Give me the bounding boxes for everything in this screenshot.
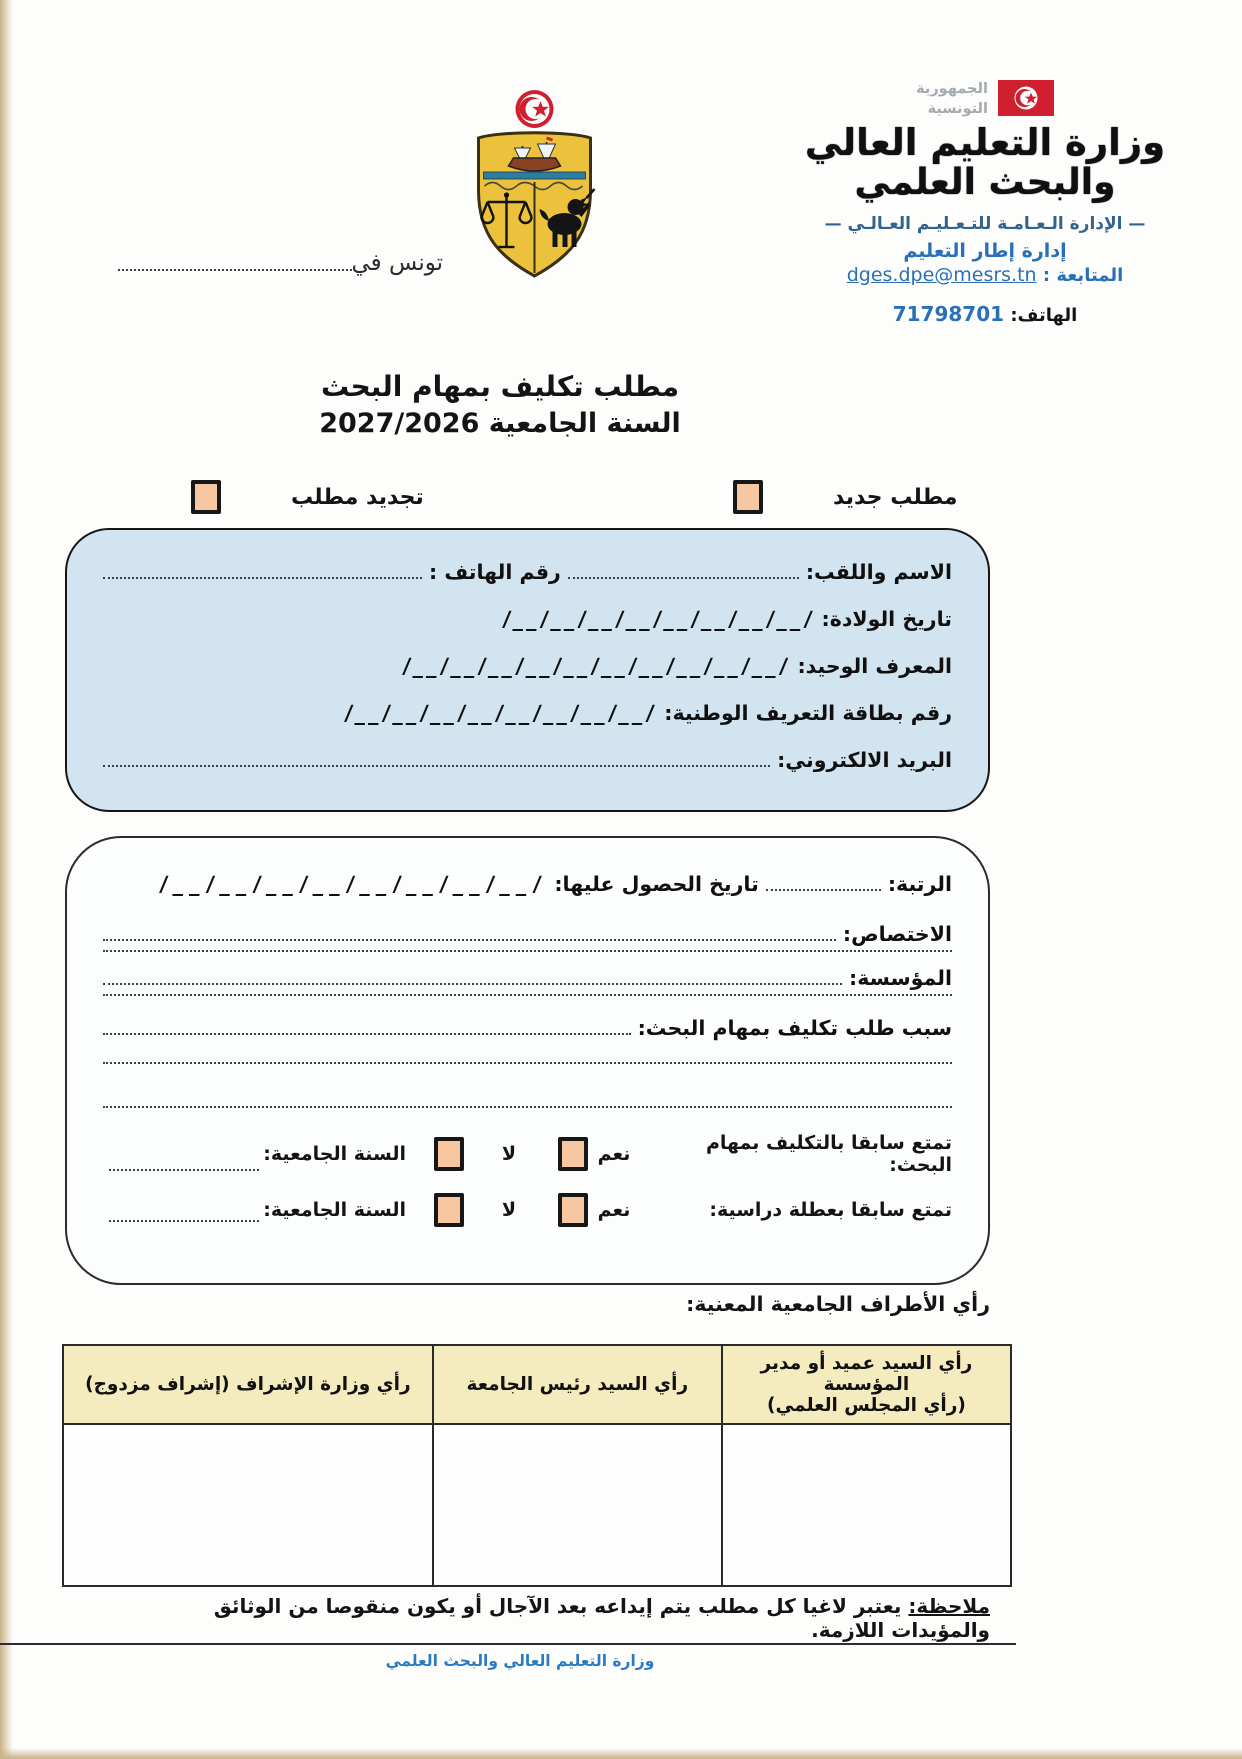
reason-fill-line-2[interactable] <box>103 1062 952 1064</box>
department-line: إدارة إطار التعليم <box>903 239 1067 262</box>
specialty-fill-line[interactable] <box>103 939 836 941</box>
date-line-label: تونس في <box>351 250 443 276</box>
prev-research-yes-label: نعم <box>597 1143 631 1165</box>
footer-ministry-name: وزارة التعليم العالي والبحث العلمي <box>385 1652 655 1670</box>
institution-fill-line[interactable] <box>103 983 842 985</box>
tunisia-flag-icon <box>998 80 1054 120</box>
prev-research-yes-checkbox[interactable] <box>558 1137 588 1171</box>
phone-fill-line[interactable] <box>103 577 422 579</box>
new-request-option <box>733 480 958 514</box>
reason-label: سبب طلب تكليف بمهام البحث: <box>637 1016 952 1040</box>
rank-label: الرتبة: <box>887 872 952 896</box>
cin-slots[interactable]: /__/__/__/__/__/__/__/__/ <box>343 701 659 725</box>
new-request-label: مطلب جديد <box>833 484 958 510</box>
prev-research-year-label: السنة الجامعية: <box>263 1143 406 1165</box>
form-title <box>0 370 1000 439</box>
email-fill-line[interactable] <box>103 765 770 767</box>
institution-label: المؤسسة: <box>849 966 952 990</box>
previous-study-leave-row <box>103 1193 952 1227</box>
note-label: ملاحظة: <box>908 1594 990 1618</box>
prev-research-year-fill-line[interactable] <box>109 1169 259 1171</box>
general-directorate-line: — الإدارة الـعـامـة للتـعـليـم العـالـي — <box>824 213 1146 234</box>
prev-leave-yes-checkbox[interactable] <box>558 1193 588 1227</box>
rank-date-slots[interactable]: /__/__/__/__/__/__/__/__/ <box>159 872 549 896</box>
prev-leave-yes-label: نعم <box>597 1199 631 1221</box>
footer-divider <box>0 1643 1016 1645</box>
table-row <box>63 1424 1011 1586</box>
prev-leave-year-label: السنة الجامعية: <box>263 1199 406 1221</box>
phone-number: 71798701 <box>892 301 1005 326</box>
specialty-label: الاختصاص: <box>842 922 952 946</box>
rank-fill-line[interactable] <box>766 889 881 891</box>
republic-name: الجمهورية التونسية <box>916 81 988 117</box>
note-text: يعتبر لاغيا كل مطلب يتم إيداعه بعد الآجال أو يكون منقوصا من الوثائق والمؤيدات اللازمة. <box>213 1594 990 1642</box>
opinions-header-ministry: رأي وزارة الإشراف (إشراف مزدوج) <box>63 1345 433 1424</box>
career-info-box <box>65 836 990 1285</box>
name-fill-line[interactable] <box>568 577 799 579</box>
followup-email-link[interactable]: dges.dpe@mesrs.tn <box>846 263 1037 286</box>
email-label: البريد الالكتروني: <box>777 748 952 772</box>
ministry-name-calligraphy: وزارة التعليم العالي والبحث العلمي <box>804 121 1166 204</box>
rank-date-label: تاريخ الحصول عليها: <box>554 872 759 896</box>
phone-field-label: رقم الهاتف : <box>429 560 561 584</box>
personal-info-box <box>65 528 990 812</box>
prev-leave-label: تمتع سابقا بعطلة دراسية: <box>709 1199 952 1221</box>
prev-leave-year-fill-line[interactable] <box>109 1220 259 1222</box>
opinion-cell-dean[interactable] <box>722 1424 1011 1586</box>
dob-label: تاريخ الولادة: <box>821 607 952 631</box>
date-line <box>118 250 443 276</box>
tunisia-coat-of-arms <box>452 86 617 285</box>
opinions-header-dean: رأي السيد عميد أو مدير المؤسسة (رأي المجلس العلمي) <box>722 1345 1011 1424</box>
phone-label: الهاتف: <box>1010 304 1078 326</box>
new-request-checkbox[interactable] <box>733 480 763 514</box>
opinions-table <box>62 1344 1012 1587</box>
reason-fill-line[interactable] <box>103 1033 631 1035</box>
dob-slots[interactable]: /__/__/__/__/__/__/__/__/ <box>501 607 816 631</box>
renewal-request-label: تجديد مطلب <box>291 484 424 510</box>
prev-leave-no-label: لا <box>501 1199 517 1221</box>
prev-research-no-label: لا <box>501 1143 517 1165</box>
institution-fill-line-2[interactable] <box>103 994 952 996</box>
note-line <box>180 1594 990 1642</box>
ministry-header <box>770 80 1200 326</box>
opinions-header-president: رأي السيد رئيس الجامعة <box>433 1345 722 1424</box>
followup-line <box>770 264 1200 286</box>
date-fill-line[interactable] <box>118 269 352 271</box>
uid-slots[interactable]: /__/__/__/__/__/__/__/__/__/__/ <box>401 654 792 678</box>
form-title-line1: مطلب تكليف بمهام البحث <box>320 370 680 403</box>
opinions-section-label: رأي الأطراف الجامعية المعنية: <box>686 1292 990 1316</box>
prev-research-no-checkbox[interactable] <box>434 1137 464 1171</box>
form-title-line2: السنة الجامعية 2027/2026 <box>319 408 681 439</box>
opinion-cell-president[interactable] <box>433 1424 722 1586</box>
renewal-request-checkbox[interactable] <box>191 480 221 514</box>
prev-research-label: تمتع سابقا بالتكليف بمهام البحث: <box>705 1132 952 1176</box>
cin-label: رقم بطاقة التعريف الوطنية: <box>664 701 952 725</box>
scan-edge-left <box>0 0 13 1759</box>
renewal-request-option <box>191 480 424 514</box>
name-label: الاسم واللقب: <box>805 560 952 584</box>
specialty-fill-line-2[interactable] <box>103 950 952 952</box>
prev-leave-no-checkbox[interactable] <box>434 1193 464 1227</box>
previous-research-assignment-row <box>103 1132 952 1176</box>
reason-fill-line-3[interactable] <box>103 1106 952 1108</box>
phone-line <box>770 302 1200 326</box>
opinion-cell-ministry[interactable] <box>63 1424 433 1586</box>
followup-label: المتابعة : <box>1042 264 1124 286</box>
uid-label: المعرف الوحيد: <box>797 654 952 678</box>
scan-edge-bottom <box>0 1748 1242 1759</box>
